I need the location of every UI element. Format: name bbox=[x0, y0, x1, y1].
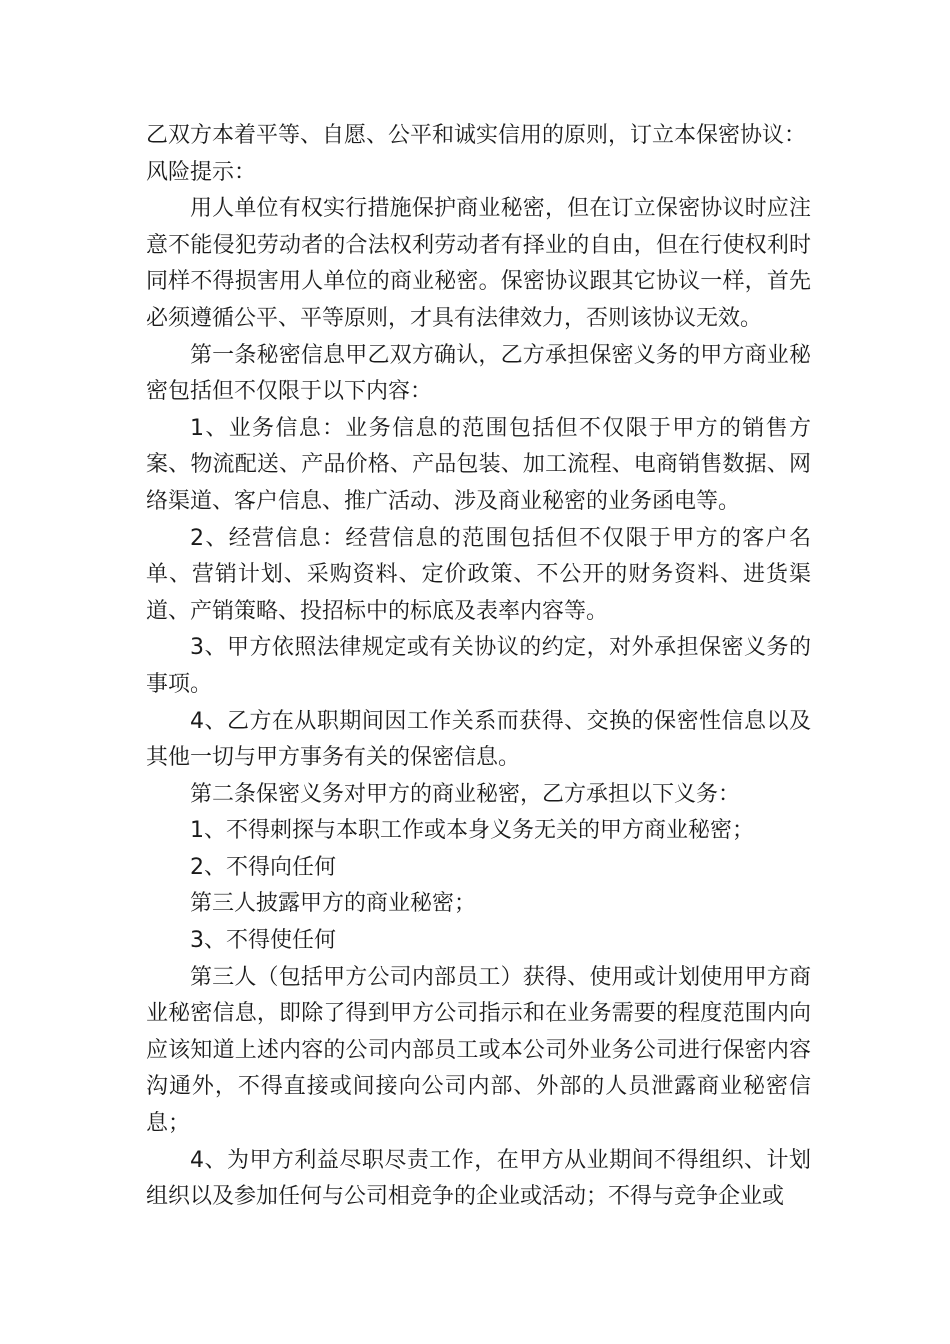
document-body bbox=[146, 118, 811, 1216]
paragraph-15: 4、为甲方利益尽职尽责工作，在甲方从业期间不得组织、计划组织以及参加任何与公司相竞争的企业或活动；不得与竞争企业或 bbox=[146, 1147, 811, 1210]
paragraph-5: 1、业务信息：业务信息的范围包括但不仅限于甲方的销售方案、物流配送、产品价格、产品包装、加工流程、电商销售数据、网络渠道、客户信息、推广活动、涉及商业秘密的业务函电等。 bbox=[146, 415, 811, 514]
paragraph-14: 第三人（包括甲方公司内部员工）获得、使用或计划使用甲方商业秘密信息，即除了得到甲方公司指示和在业务需要的程度范围内向应该知道上述内容的公司内部员工或本公司外业务公司进行保密内容沟通外，不得直接或间接向公司内部、外部的人员泄露商业秘密信息； bbox=[146, 964, 811, 1137]
paragraph-12: 第三人披露甲方的商业秘密； bbox=[190, 891, 477, 917]
paragraph-1: 乙双方本着平等、自愿、公平和诚实信用的原则，订立本保密协议： bbox=[146, 123, 807, 148]
paragraph-13: 3、不得使任何 bbox=[190, 928, 336, 954]
paragraph-9: 第二条保密义务对甲方的商业秘密，乙方承担以下义务： bbox=[190, 781, 741, 807]
paragraph-3: 用人单位有权实行措施保护商业秘密，但在订立保密协议时应注意不能侵犯劳动者的合法权利劳动者有择业的自由，但在行使权利时同样不得损害用人单位的商业秘密。保密协议跟其它协议一样，首先必须遵循公平、平等原则，才具有法律效力，否则该协议无效。 bbox=[146, 196, 811, 331]
paragraph-7: 3、甲方依照法律规定或有关协议的约定，对外承担保密义务的事项。 bbox=[146, 635, 811, 697]
paragraph-4: 第一条秘密信息甲乙双方确认，乙方承担保密义务的甲方商业秘密包括但不仅限于以下内容： bbox=[146, 342, 811, 405]
paragraph-10: 1、不得刺探与本职工作或本身义务无关的甲方商业秘密； bbox=[190, 818, 754, 844]
paragraph-2: 风险提示： bbox=[146, 159, 257, 185]
paragraph-6: 2、经营信息：经营信息的范围包括但不仅限于甲方的客户名单、营销计划、采购资料、定价政策、不公开的财务资料、进货渠道、产销策略、投招标中的标底及表率内容等。 bbox=[146, 525, 811, 624]
paragraph-11: 2、不得向任何 bbox=[190, 854, 336, 880]
paragraph-8: 4、乙方在从职期间因工作关系而获得、交换的保密性信息以及其他一切与甲方事务有关的保密信息。 bbox=[146, 708, 811, 771]
